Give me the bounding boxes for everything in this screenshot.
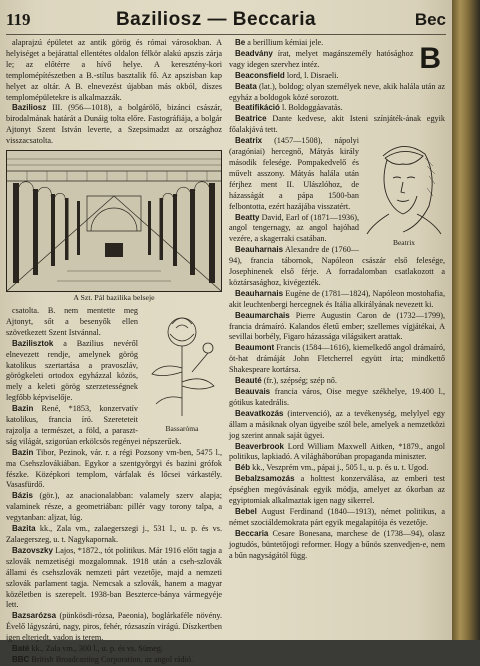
entry-headword: Bazilisztok	[12, 338, 54, 348]
dictionary-entry	[229, 376, 445, 387]
entry-text-continued: B. elnevezést újabban más okból, díszes templomépületekre is alkalmazzák.	[6, 81, 222, 102]
entry-text: csatolta. B. nem mentette meg Ajtonyt, sőt a besenyők ellen szövetkezett Szent Istvánnal.	[6, 305, 138, 337]
entry-text: (gör.), az anacionalabban: valamely szerv alapja; valaminek része, a geometriában: pillér vagy torony talpa, a vegytanban: aljzat, lúg.	[6, 491, 222, 523]
dictionary-entry	[229, 103, 445, 114]
entry-headword: Be	[235, 38, 246, 47]
entry-headword: Beaumont	[235, 343, 275, 353]
page-header	[6, 6, 446, 34]
entry-text: l. Boldoggáavatás.	[279, 103, 343, 113]
right-column	[229, 38, 445, 636]
entry-text: kk., Zala vm., 300 l., u. p. és vs. Sümeg.	[29, 644, 164, 654]
beatrix-caption: Beatrix	[392, 238, 416, 248]
entry-text: (lat.), boldog; olyan személyek neve, akik halála után az egyház a boldogok közé sorozott.	[229, 81, 445, 102]
left-column	[6, 38, 222, 664]
dictionary-entry	[229, 442, 445, 464]
entry-headword: Bazsarózsa	[12, 611, 57, 621]
entry-headword: Beatrice	[235, 114, 267, 124]
peony-caption: Bassaróma	[165, 423, 199, 433]
entry-text: Lajos, *1872., tót politikus. Már 1916 előtt tagja a szlovák nemzetiségi mozgalomnak. 1918 után a cseh-szlovák állami és csehszlovák nemzeti párt vezetője, majd a nemzeti szlovák parlament tagja. Nemcsak a szlovák, hanem a magyar közéletben is szerepelt. 1938-ban Beszterce-bánya vármegyéje lett.	[6, 545, 222, 610]
basilica-illustration	[6, 150, 222, 292]
entry-headword: Baziliosz	[12, 103, 47, 113]
dictionary-entry	[6, 448, 222, 492]
entry-text: David, Earl of (1871—1936), angol tengernagy, az angol hajóhad vezére, a skagerraki csatában.	[229, 212, 359, 244]
dictionary-entry	[229, 114, 445, 136]
entry-headword: Beatty	[235, 212, 260, 222]
entry-text: francia város, Oise megye székhelye, 19.400 l., gótikus katedrális.	[229, 387, 445, 407]
entry-headword: Bebalzsamozás	[235, 474, 295, 484]
entry-headword: Beaconsfield	[235, 70, 285, 80]
dictionary-entry	[229, 289, 445, 311]
page-number: 119	[6, 10, 31, 29]
entry-headword: Beauharnais	[235, 288, 284, 298]
entry-headword: Baté	[12, 644, 30, 654]
entry-headword: Beatrix	[235, 136, 263, 146]
entry-headword: Bázis	[12, 491, 33, 501]
entry-text: kk., Veszprém vm., pápai j., 505 l., u. p. és u. t. Ugod.	[250, 463, 429, 473]
entry-text: Tibor, Pezinok, vár. r. a régi Pozsony vm-ben, 5475 l., ma Csehszlovákiában. Egykor a szentgyörgyi és bazini grófok fészke. Középkori templom, várfalak és lőcsei várkastély. Vasasfürdő.	[6, 447, 222, 490]
dictionary-entry	[229, 343, 445, 376]
dictionary-entry	[229, 245, 445, 289]
entry-headword: Bazin	[12, 447, 34, 457]
dictionary-entry	[6, 524, 222, 546]
entry-text: a holttest konzerválása, az emberi test épségben megóvásának egyik módja, amelyet az ókorban az egyiptomiak alkalmaztak igen nagy sikerrel.	[229, 474, 445, 506]
running-title: Baziliosz — Beccaria	[115, 9, 317, 30]
entry-text: a berillium kémiai jele.	[245, 38, 324, 47]
peony-flower-drawing	[142, 308, 222, 420]
entry-text: Lord William Maxwell Aitken, *1879., angol politikus, lapkiadó. A világháborúban propaganda miniszter.	[229, 441, 445, 462]
dictionary-entry	[6, 546, 222, 611]
entry-text: Cesare Bonesana, marchese de (1738—94), olasz jogtudós, büntetőjogi reformer. Hogy a bűnös szenvedjen-e, nem a bűn nagyságától függ.	[229, 528, 445, 560]
dictionary-entry	[229, 82, 445, 104]
entry-headword: Beccaria	[235, 528, 269, 538]
guide-word: Bec	[414, 10, 446, 29]
dictionary-entry	[6, 38, 222, 103]
beatrix-portrait-drawing	[363, 136, 445, 234]
dictionary-entry	[6, 491, 222, 524]
header-rule	[6, 34, 446, 35]
dictionary-entry	[229, 49, 445, 71]
dictionary-entry	[6, 103, 222, 147]
left-entries-bottom	[6, 306, 222, 666]
section-letter: B	[419, 42, 441, 75]
dictionary-entry	[229, 311, 445, 344]
beatrix-portrait	[363, 136, 445, 248]
dictionary-entry	[229, 38, 445, 49]
entry-text: a Bazilius nevéről elnevezett rendje, amelynek görög katolikus szertartása a pravoszláv, görögkeleti ortodox egyházzal közös, mely a keleti görög szerzetességnek legfőbb képviselője.	[6, 338, 138, 403]
dictionary-entry	[229, 409, 445, 442]
dictionary-entry	[6, 611, 222, 644]
entry-text: alaprajzú épületet az antik görög és római városokban. A helyiséget a bejárattal ellentétes oldalon félkör alakú apszis zárja le; az előtérre a hívő helye. A keresztény-kori templomépítészetben a B.-stílus basztalik fő. Az apszisban kap helyet az oltár. A	[6, 38, 222, 91]
entry-headword: Beauharnais	[235, 245, 284, 255]
entry-headword: Beata	[235, 81, 257, 91]
entry-text: (intervenció), az a tevékenység, melylyel egy állam a másiknak olyan ügyeibe szól bele, amelyek a nemzetközi jog szerint annak saját ügyei.	[229, 408, 445, 440]
entry-headword: Beaverbrook	[235, 441, 284, 451]
dictionary-entry	[6, 655, 222, 666]
entry-headword: Beauté	[235, 376, 262, 386]
entry-text: Eugène de (1781—1824), Napóleon mostohafia, akit leuchtenbergi hercegnek és Itália alkirályának nevezett ki.	[229, 288, 445, 309]
entry-text: lord, l. Disraeli.	[284, 70, 339, 80]
dictionary-entry	[229, 387, 445, 409]
dictionary-entry	[6, 644, 222, 655]
entry-headword: Béb	[235, 463, 251, 473]
entry-headword: Beaumarchais	[235, 310, 290, 320]
entry-headword: Bazita	[12, 524, 36, 534]
basilica-interior-drawing	[7, 151, 221, 291]
entry-text: Pierre Augustin Caron de (1732—1799), francia drámaíró. Kalandos életű ember; szellemes vígjátékai, A sevillai borbély, Figaro házassága világsikert arattak.	[229, 310, 445, 342]
entry-text: René, *1853, konzervatív katolikus, francia író. Szereteteit rajzolja a természet, a föld, a paraszt-ság világát, szigorúan erkölcsös regényei népszerűek.	[6, 404, 182, 446]
book-spine	[452, 0, 480, 640]
entry-headword: Bazovszky	[12, 545, 53, 555]
entry-text: Francis (1584—1616), kiemelkedő angol drámaíró, öt-hat drámáját John Fletcherrel együtt írta; mindkettő Shakespeare kortársa.	[229, 343, 445, 375]
entry-text: III. (956—1018), a bolgárölő, bizánci császár, birodalmának határát a Dunáig tolta előre. Fastográfiája, a bolgár Ajtonyt Szent István leverte, a Szepsimadzt az országhoz visszacsatolta.	[6, 103, 222, 146]
entry-text: (1457—1508), nápolyi (aragóniai) hercegnő, Mátyás király második felesége. Pompakedvelő és művelt asszony. Mátyás halála után férjhez ment II. Ulászlóhoz, de házasságát a pápa 1500-ban felbontotta, ezért hazájába visszatért.	[229, 136, 359, 211]
dictionary-entry	[229, 474, 445, 507]
entry-headword: Beauvais	[235, 387, 271, 396]
entry-headword: Beatifikáció	[235, 103, 280, 113]
dictionary-entry	[229, 507, 445, 529]
right-entries-top	[229, 38, 445, 136]
entry-text: (pünkösdi-rózsa, Paeonia), boglárkaféle növény. Évelő lágyszárú, nagy, piros, fehér, rózsaszín virágú. Díszkertben igen elterjedt, vadon is terem.	[6, 611, 222, 643]
entry-text: Alexandre de (1760—94), francia tábornok, Napóleon császár első felesége, Josephinenek első férje. A forradalomban csatlakozott a köztársasághoz, kivégezték.	[229, 245, 445, 287]
dictionary-entry	[229, 71, 445, 82]
entry-headword: Beavatkozás	[235, 408, 284, 418]
entry-headword: Beadvány	[235, 48, 273, 58]
peony-illustration	[142, 308, 222, 432]
entry-headword: BBC	[12, 654, 30, 664]
entry-text: kk., Zala vm., zalaegerszegi j., 531 l., u. p. és vs. Zalaegerszeg, u. t. Nagykapornak.	[6, 524, 222, 544]
basilica-caption: A Szt. Pál bazilika belseje	[73, 293, 155, 303]
dictionary-entry	[229, 463, 445, 474]
entry-text: (fr.), szépség; szép nő.	[261, 376, 337, 386]
entry-text: British Broadcasting Corporation, az angol rádió.	[29, 654, 194, 664]
left-entries-top	[6, 38, 222, 147]
entry-text: August Ferdinand (1840—1913), német politikus, a német szociáldemokrata párt egyik megalapítója és vezetője.	[229, 506, 445, 527]
entry-text: Dante kedvese, akit Isteni színjáték-ának egyik főalakjává tett.	[229, 114, 445, 135]
entry-headword: Bebel	[235, 506, 257, 516]
entry-text: írat, melyet magánszemély hatósághoz vagy idegen szervhez intéz.	[229, 48, 414, 69]
dictionary-entry	[229, 529, 445, 562]
entry-headword: Bazin	[12, 404, 34, 414]
